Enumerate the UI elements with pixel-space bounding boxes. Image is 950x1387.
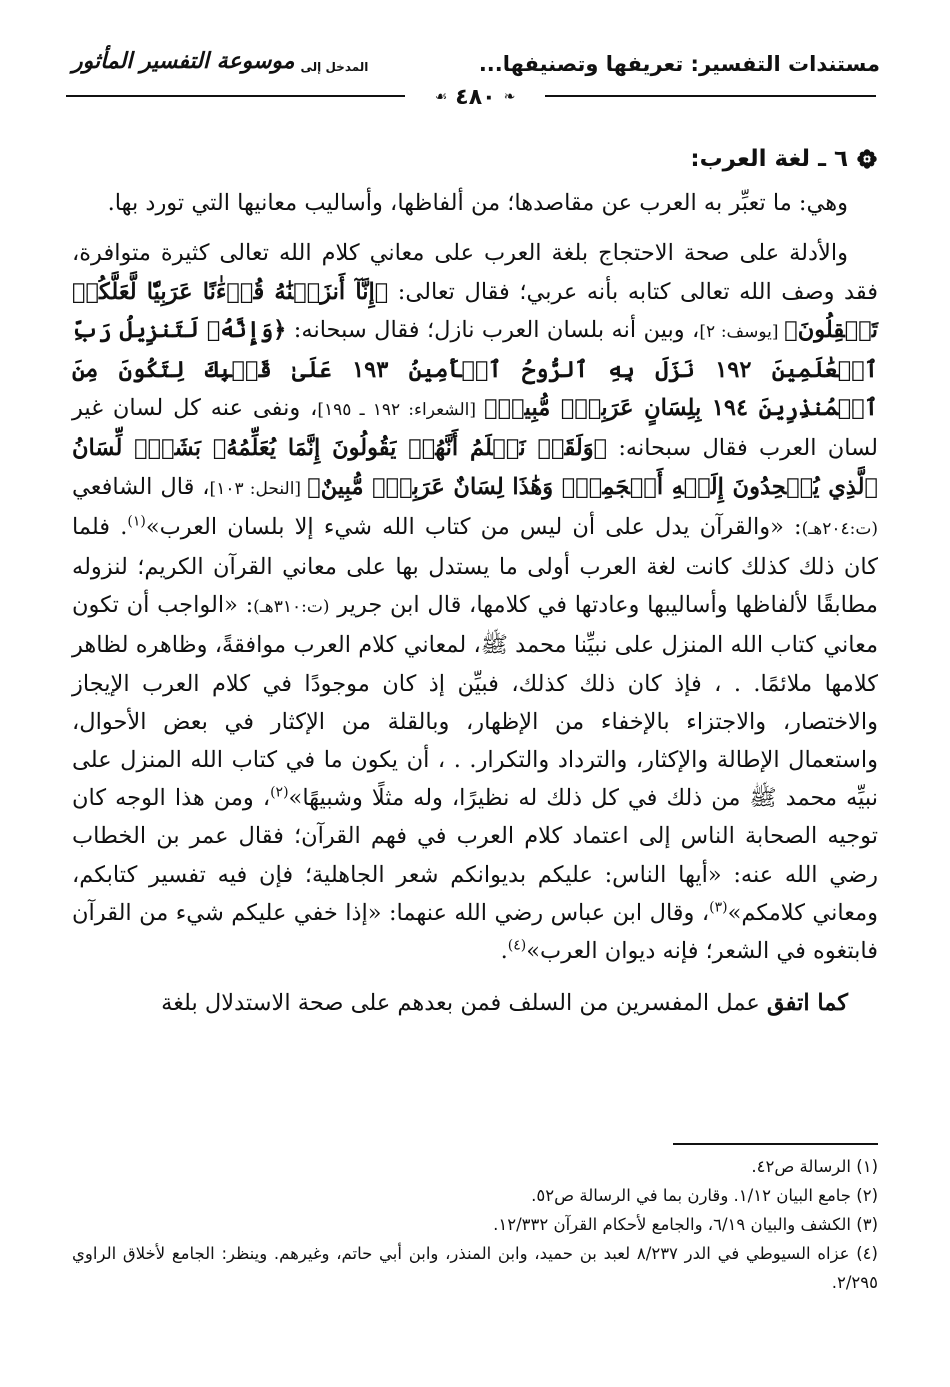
text-run: ، ونفى عنه كل لسان غير لسان العرب فقال سبحانه: [72,395,879,462]
quran-verse: ﴿وَإِنَّهُۥ لَتَنزِيلُ رَبِّ ٱلۡعَٰلَمِينَ ١٩٢ نَزَلَ بِهِ ٱلرُّوحُ ٱلۡأَمِينُ ١٩٣ عَلَىٰ قَلۡبِكَ لِتَكُونَ مِنَ ٱلۡمُنذِرِينَ ١٩٤ بِلِسَانٍ عَرَبِيّٖ مُّبِينٖ﴾ [72,316,878,422]
running-title: مستندات التفسير: تعريفها وتصنيفها... [478,52,880,76]
page-number: ٤٨٠ [455,84,496,110]
ornament-icon: ❧ [503,89,516,105]
text-run: والأدلة على صحة الاحتجاج بلغة العرب على معاني كلام الله تعالى كثيرة متوافرة، فقد وصف الله تعالى كتابه بأنه عربي؛ فقال تعالى: [72,240,878,305]
main-text [72,140,878,1036]
book-title-logo [72,48,368,74]
text-run: . فلما كان ذلك كذلك كانت لغة العرب أولى ما يستدل بها على معاني القرآن الكريم؛ لنزوله مطابقًا لألفاظها وأساليبها وعادتها في كلامها، قال ابن جرير [72,513,878,619]
page-number-block [405,84,545,110]
verse-reference: [يوسف: ٢] [699,321,785,342]
text-run: ، وبين أنه بلسان العرب نازل؛ فقال سبحانه: [286,316,700,343]
footnote-marker[interactable]: (٤) [507,937,527,954]
paragraph-consensus [72,984,878,1022]
text-run: ، وقال ابن عباس رضي الله عنهما: «إذا خفي عليكم شيء من القرآن فابتغوه في الشعر؛ فإنه ديوان العرب» [72,899,878,965]
quran-verse: ﴿وَلَقَدۡ نَعۡلَمُ أَنَّهُمۡ يَقُولُونَ إِنَّمَا يُعَلِّمُهُۥ بَشَرٞۗ لِّسَانُ ٱلَّذِي يُلۡحِدُونَ إِلَيۡهِ أَعۡجَمِيّٞ وَهَٰذَا لِسَانٌ عَرَبِيّٞ مُّبِينٌ﴾ [72,435,878,500]
book-title: موسوعة التفسير المأثور [72,48,295,74]
paragraph-evidence [72,234,878,970]
death-date: (ت:٣١٠هـ) [253,597,330,618]
section-heading-text: ٦ ـ لغة العرب: [690,146,848,172]
text-run: : «الواجب أن تكون معاني كتاب الله المنزل على نبيِّنا محمد ﷺ، لمعاني كلام العرب موافقةً، وظاهره لظاهر كلامها ملائمًا. . ، فإذ كان ذلك كذلك، فبيِّن إذ كان موجودًا في كلام العرب الإيجاز والاختصار، والاجتزاء بالإخفاء من الإظهار، وبالقلة من الإكثار في بعض الأحوال، واستعمال الإطالة والإكثار، والترداد والتكرار. . ، أن يكون ما في كتاب الله المنزل على نبيِّه محمد ﷺ من ذلك في كل ذلك له نظيرًا، وله مثلًا وشبيهًا» [72,592,878,812]
paragraph-definition: وهي: ما تعبِّر به العرب عن مقاصدها؛ من ألفاظها، وأساليب معانيها التي تورد بها. [107,190,848,217]
text-run: : «والقرآن يدل على أن ليس من كتاب الله شيء إلا بلسان العرب» [145,513,802,540]
footnote-3: (٣) الكشف والبيان ٦/١٩، والجامع لأحكام القرآن ١٢/٣٣٢. [493,1215,878,1234]
book-prefix: المدخل إلى [300,60,369,74]
ornament-icon: ☙ [434,89,448,105]
text-run: ، قال الشافعي [72,473,210,500]
death-date: (ت:٢٠٤هـ) [801,518,878,539]
quran-verse: ﴿إِنَّآ أَنزَلۡنَٰهُ قُرۡءَٰنًا عَرَبِيّٗا لَّعَلَّكُمۡ تَعۡقِلُونَ﴾ [72,278,878,343]
text-run: . [500,938,508,965]
footnotes [72,1152,878,1297]
text-run: ، ومن هذا الوجه كان توجيه الصحابة الناس إلى اعتماد كلام العرب في فهم القرآن؛ فقال عمر بن الخطاب رضي الله عنه: «أيها الناس: عليكم بديوانكم شعر الجاهلية؛ فإن فيه تفسير كتابكم، ومعاني كلامكم» [72,785,878,926]
footnote-1: (١) الرسالة ص٤٢. [751,1157,878,1176]
flower-ornament-icon [856,148,878,170]
footnote-marker[interactable]: (٣) [709,899,728,916]
footnote-separator [673,1143,878,1145]
section-heading [72,140,878,178]
footnote-2: (٢) جامع البيان ١/١٢. وقارن بما في الرسالة ص٥٢. [531,1186,878,1205]
verse-reference: [النحل: ١٠٣] [209,478,308,499]
footnote-marker[interactable]: (١) [127,513,146,530]
bold-lead-text: كما اتفق [766,990,848,1017]
verse-reference: [الشعراء: ١٩٢ ـ ١٩٥] [317,400,485,421]
footnote-marker[interactable]: (٢) [270,784,289,801]
footnote-4: (٤) عزاه السيوطي في الدر ٨/٢٣٧ لعبد بن حميد، وابن المنذر، وابن أبي حاتم، وغيرهم. وينظر: الجامع لأخلاق الراوي ٢/٢٩٥. [72,1244,878,1292]
text-run: عمل المفسرين من السلف فمن بعدهم على صحة الاستدلال بلغة [161,990,767,1017]
